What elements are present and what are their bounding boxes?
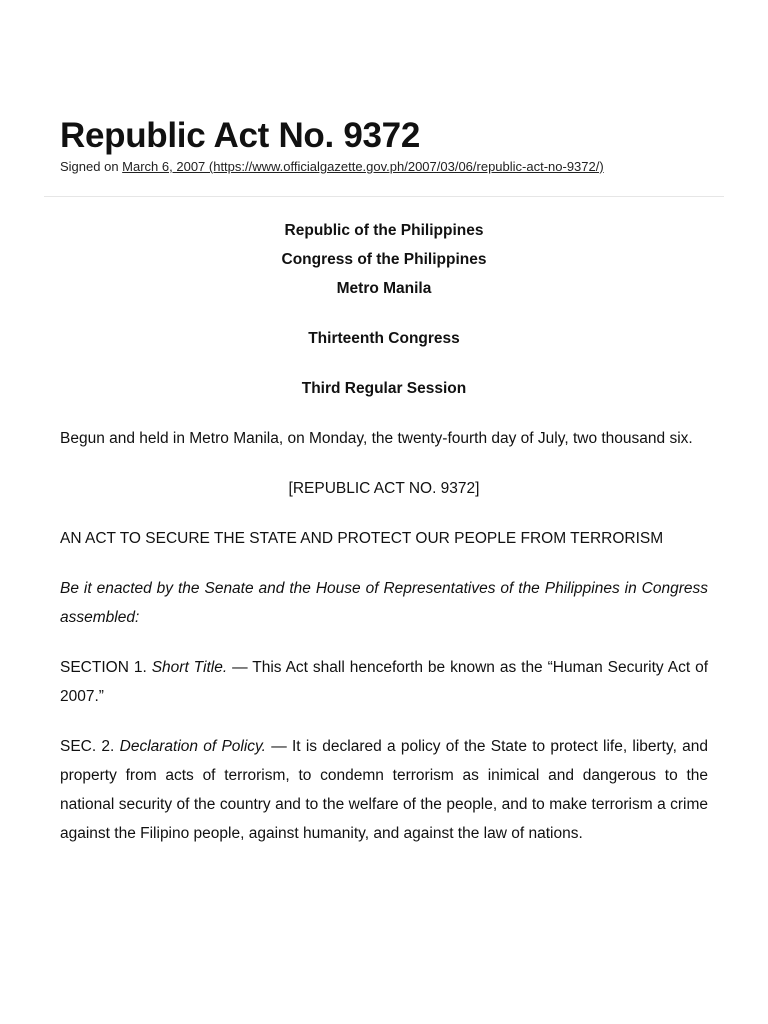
- section-1-text: — This Act shall henceforth be known as the “Human Security Act of 2007.”: [60, 659, 709, 705]
- section-2-label: SEC. 2.: [60, 738, 120, 755]
- section-1-label: SECTION 1.: [60, 659, 152, 676]
- location-heading: Metro Manila: [336, 280, 432, 297]
- signed-line: [60, 158, 604, 176]
- begun-paragraph: Begun and held in Metro Manila, on Monday, the twenty-fourth day of July, two thousand six.: [60, 430, 693, 447]
- congress-heading: Congress of the Philippines: [281, 251, 487, 268]
- republic-heading: Republic of the Philippines: [284, 222, 484, 239]
- session-heading: Third Regular Session: [301, 380, 467, 397]
- signed-prefix: Signed on: [60, 159, 123, 174]
- enacting-clause: Be it enacted by the Senate and the House of Representatives of the Philippines in Congress assembled:: [60, 580, 708, 626]
- section-2: [60, 732, 708, 848]
- section-2-heading: Declaration of Policy.: [119, 738, 266, 755]
- page-title: Republic Act No. 9372: [60, 116, 421, 155]
- congress-number-heading: Thirteenth Congress: [308, 330, 460, 347]
- section-2-text: — It is declared a policy of the State to protect life, liberty, and property from acts of terrorism, to condemn terrorism as inimical and dangerous to the national security of the country and to the welfare of the people, and to make terrorism a crime against the Filipino people, against humanity, and against the law of nations.: [60, 738, 709, 842]
- section-1: [60, 653, 708, 711]
- header-divider: [44, 196, 724, 197]
- act-title: AN ACT TO SECURE THE STATE AND PROTECT OUR PEOPLE FROM TERRORISM: [60, 530, 664, 547]
- signed-date-link[interactable]: March 6, 2007 (https://www.officialgazette.gov.ph/2007/03/06/republic-act-no-9372/): [122, 159, 604, 174]
- section-1-heading: Short Title.: [151, 659, 228, 676]
- ra-number: [REPUBLIC ACT NO. 9372]: [288, 480, 480, 497]
- document-body: [60, 216, 708, 848]
